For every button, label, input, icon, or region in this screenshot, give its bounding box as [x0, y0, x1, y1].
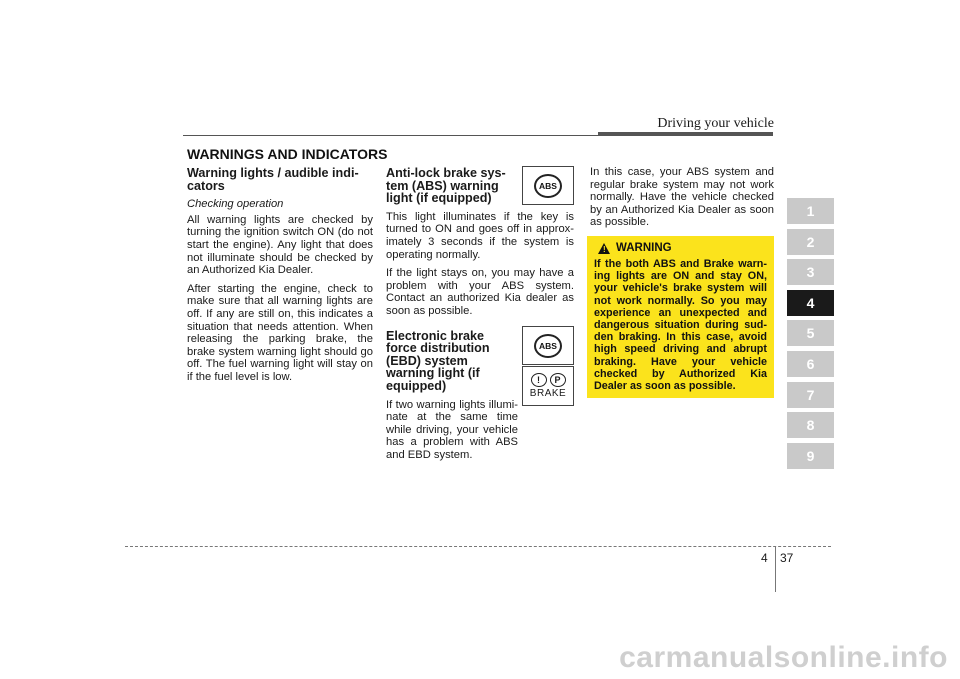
checking-paragraph-2: After starting the engine, check to make sure that all warning lights are off. If any are still on, this indicates a situation that needs attention. When releasing the parking brake, the brake system warning light should go off. The fuel warning light will stay on if the fuel level is low.: [187, 282, 373, 383]
footer-chapter-number: 4: [761, 551, 768, 565]
warning-label: WARNING: [616, 242, 672, 254]
abs-icon: [534, 174, 562, 198]
footer-page-number: 37: [780, 551, 794, 565]
brake-icon: [530, 373, 566, 399]
chapter-tab-7[interactable]: 7: [787, 382, 834, 408]
footer-divider: [775, 547, 776, 592]
warning-triangle-icon: !: [598, 243, 610, 254]
column-2: [386, 167, 574, 467]
footer-rule: [125, 546, 831, 547]
warning-box: [587, 236, 774, 398]
column-3: [590, 166, 774, 235]
checking-operation-subheading: Checking operation: [187, 198, 284, 211]
abs-icon: [534, 334, 562, 358]
parking-icon: P: [550, 373, 566, 387]
warning-lights-heading: Warning lights / audible indi-cators: [187, 166, 359, 193]
chapter-tab-2[interactable]: 2: [787, 229, 834, 255]
abs-icon-label: ABS: [539, 340, 557, 351]
abs-warning-light-icon: [522, 166, 574, 205]
header-rule-accent: [598, 132, 773, 136]
brake-warning-light-icon: [522, 366, 574, 406]
brake-word: BRAKE: [529, 388, 567, 399]
chapter-tab-4[interactable]: 4: [787, 290, 834, 316]
abs-paragraph-2: If the light stays on, you may have a problem with your ABS system. Contact an authorized Kia dealer as soon as possible.: [386, 267, 574, 317]
ebd-heading: Electronic brake force distribution (EBD) system warning light (if equipped): [386, 328, 490, 393]
watermark: carmanualsonline.info: [619, 641, 948, 674]
abs-ebd-paragraph: In this case, your ABS system and regular brake system may not work normally. Have the vehicle checked by an Authorized Kia Dealer as soon as possible.: [590, 166, 774, 229]
ebd-paragraph-1: If two warning lights illumi-nate at the same time while driving, your vehicle has a problem with ABS and EBD system.: [386, 398, 518, 461]
chapter-tab-9[interactable]: 9: [787, 443, 834, 469]
column-1: [187, 167, 373, 390]
page-header-title: Driving your vehicle: [657, 116, 774, 131]
chapter-tab-5[interactable]: 5: [787, 320, 834, 346]
exclamation-icon: !: [531, 373, 547, 387]
abs-paragraph-1: This light illuminates if the key is turned to ON and goes off in approx-imately 3 seconds if the system is operating normally.: [386, 210, 574, 261]
checking-paragraph-1: All warning lights are checked by turning the ignition switch ON (do not start the engine). Any light that does not illuminate should be checked by an Authorized Kia Dealer.: [187, 213, 373, 277]
ebd-abs-warning-light-icon: [522, 326, 574, 365]
abs-heading: Anti-lock brake sys-tem (ABS) warning light (if equipped): [386, 166, 506, 206]
chapter-tab-6[interactable]: 6: [787, 351, 834, 377]
warning-text: If the both ABS and Brake warn-ing lights are ON and stay ON, your vehicle's brake system will not work normally. So you may experience an unexpected and dangerous situation during sud-den braking. In this case, avoid high speed driving and abrupt braking. Have your vehicle checked by Authorized Kia Dealer as soon as possible.: [594, 258, 767, 393]
section-title: WARNINGS AND INDICATORS: [187, 146, 388, 162]
chapter-tab-3[interactable]: 3: [787, 259, 834, 285]
chapter-tab-8[interactable]: 8: [787, 412, 834, 438]
abs-icon-label: ABS: [539, 180, 557, 191]
chapter-tab-1[interactable]: 1: [787, 198, 834, 224]
